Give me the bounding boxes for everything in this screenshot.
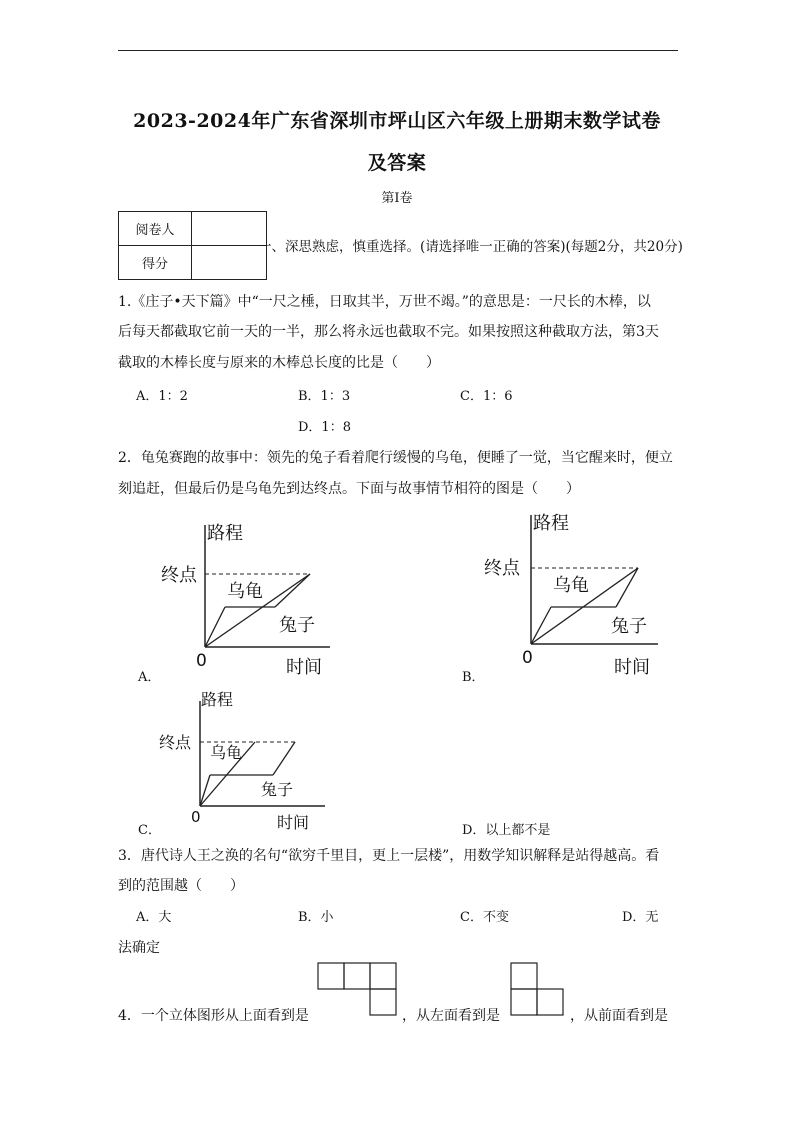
time-label: 时间	[277, 813, 310, 832]
volume-label: 第Ⅰ卷	[381, 191, 413, 206]
section-heading: 一、深思熟虑，慎重选择。(请选择唯一正确的答案)(每题2分，共20分)	[258, 239, 683, 255]
finish-label: 终点	[161, 565, 197, 586]
tortoise-label: 乌龟	[210, 743, 243, 762]
tortoise-label: 乌龟	[227, 581, 263, 602]
origin-label: 0	[191, 808, 201, 826]
time-label: 时间	[286, 657, 322, 678]
q2-option-a: A．	[138, 670, 161, 685]
q3-option-b: B．小	[298, 910, 334, 925]
q4-text-part1: 4．一个立体图形从上面看到是	[118, 1008, 309, 1024]
distance-label: 路程	[533, 513, 569, 534]
q2-option-b: B．	[462, 670, 485, 685]
score-cell	[192, 246, 267, 280]
distance-label: 路程	[201, 690, 234, 709]
q1-option-c: C．1：6	[460, 389, 513, 404]
q1-line3: 截取的木棒长度与原来的木棒总长度的比是（ ）	[118, 355, 440, 371]
q4-text-part3: ，从前面看到是	[570, 1008, 668, 1024]
q4-text-part2: ，从左面看到是	[402, 1008, 500, 1024]
q2-option-d: D．以上都不是	[462, 823, 551, 838]
q1-option-b: B．1：3	[298, 389, 351, 404]
reviewer-cell	[192, 212, 267, 246]
graph-a	[150, 515, 340, 680]
finish-label: 终点	[484, 558, 520, 579]
score-label: 得分	[119, 246, 192, 280]
header-rule	[118, 50, 678, 51]
distance-label: 路程	[207, 523, 243, 544]
q3-line1: 3．唐代诗人王之涣的名句“欲穷千里目，更上一层楼”，用数学知识解释是站得越高。看	[118, 848, 660, 864]
left-view-figure	[509, 961, 569, 1017]
top-view-figure	[316, 961, 400, 1017]
rabbit-label: 兔子	[279, 615, 315, 636]
time-label: 时间	[614, 657, 650, 678]
q1-line1: 1.《庄子•天下篇》中“一尺之棰，日取其半，万世不竭。”的意思是：一尺长的木棒，以	[118, 294, 651, 310]
tortoise-label: 乌龟	[553, 575, 589, 596]
origin-label: 0	[196, 651, 207, 671]
q1-option-a: A．1：2	[136, 389, 188, 404]
q1-option-d: D．1：8	[298, 420, 351, 435]
reviewer-label: 阅卷人	[119, 212, 192, 246]
q3-line3: 法确定	[118, 940, 160, 956]
page-title-line2: 及答案	[367, 152, 427, 174]
q2-line2: 刻追赶，但最后仍是乌龟先到达终点。下面与故事情节相符的图是（ ）	[118, 481, 580, 497]
q3-option-a: A．大	[136, 910, 172, 925]
rabbit-label: 兔子	[611, 616, 647, 637]
rabbit-label: 兔子	[261, 780, 294, 799]
page-title: 2023-2024年广东省深圳市坪山区六年级上册期末数学试卷	[133, 110, 661, 132]
q3-option-d: D．无	[622, 910, 659, 925]
origin-label: 0	[522, 648, 533, 668]
q2-option-c: C．	[138, 823, 161, 838]
graph-b	[478, 505, 678, 680]
finish-label: 终点	[159, 733, 192, 752]
q3-line2: 到的范围越（ ）	[118, 878, 244, 894]
q1-line2: 后每天都截取它前一天的一半，那么将永远也截取不完。如果按照这种截取方法，第3天	[118, 324, 659, 340]
q3-option-c: C．不变	[460, 910, 509, 925]
score-table	[118, 211, 267, 280]
graph-c	[155, 683, 335, 833]
q2-line1: 2．龟兔赛跑的故事中：领先的兔子看着爬行缓慢的乌龟，便睡了一觉，当它醒来时，便立	[118, 450, 673, 466]
